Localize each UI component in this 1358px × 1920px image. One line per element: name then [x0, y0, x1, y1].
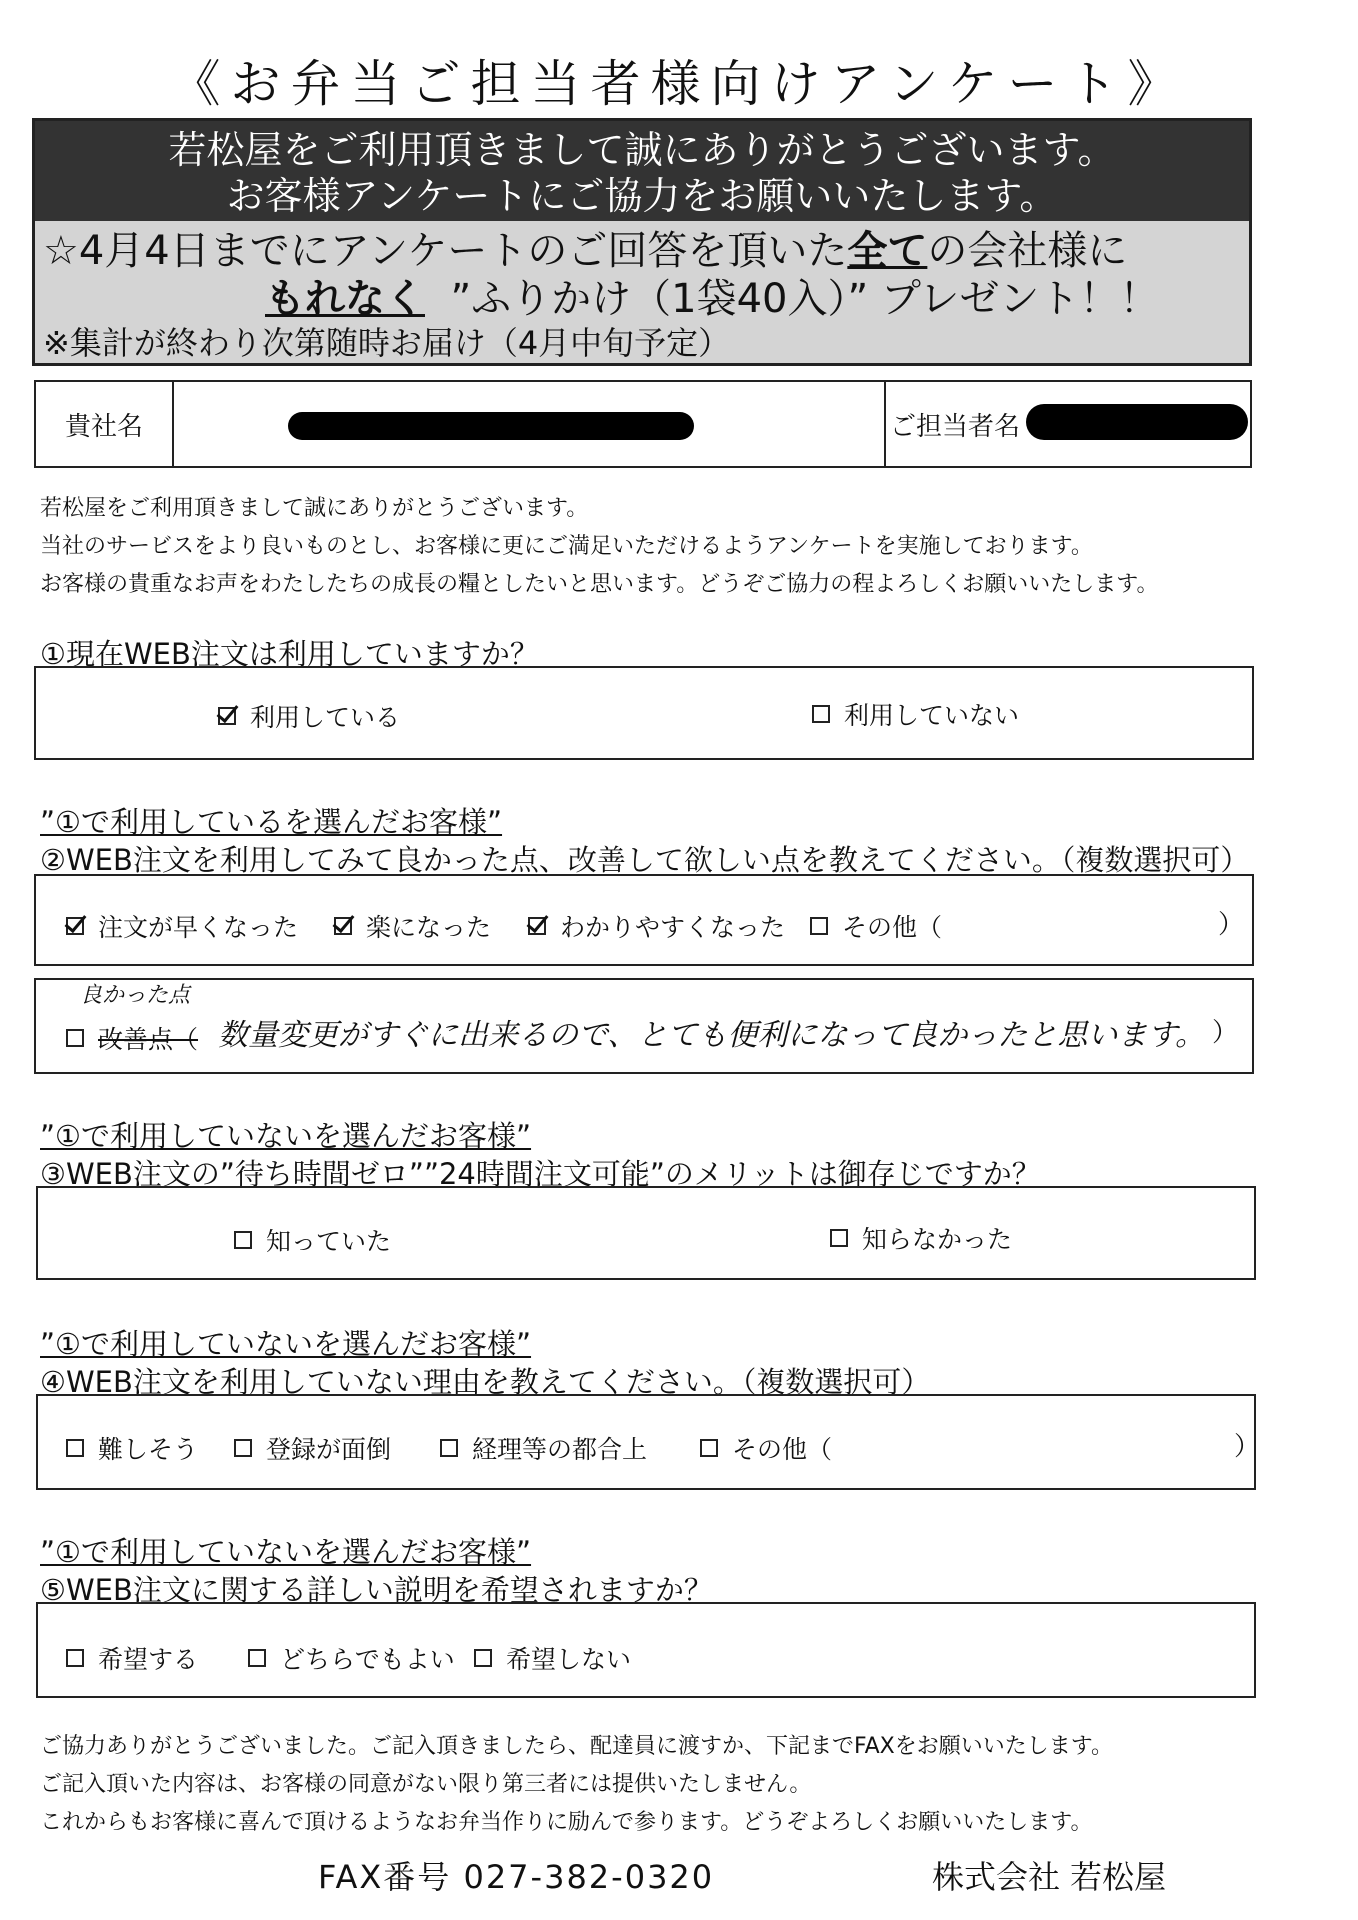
option-label: 楽になった	[366, 913, 492, 942]
intro-line: 当社のサービスをより良いものとし、お客様に更にご満足いただけるようアンケートを実施しております。	[40, 534, 1093, 559]
q4-condition: ”①で利用していないを選んだお客様”	[40, 1327, 532, 1361]
q4-option-accounting[interactable]	[440, 1430, 647, 1466]
checkbox-icon[interactable]	[66, 1439, 84, 1457]
q4-options	[36, 1394, 1261, 1490]
q2-question: ②WEB注文を利用してみて良かった点、改善して欲しい点を教えてください。（複数選択可）	[40, 843, 1250, 877]
q4-question: ④WEB注文を利用していない理由を教えてください。（複数選択可）	[40, 1365, 931, 1399]
q4-option-other[interactable]	[700, 1430, 832, 1466]
promo-text-gift: ”ふりかけ（1袋40入）” プレゼント！！	[450, 276, 1160, 322]
option-label: わかりやすくなった	[560, 913, 786, 942]
checkbox-icon[interactable]	[830, 1229, 848, 1247]
q1-option-using[interactable]	[218, 698, 400, 734]
company-label-cell	[36, 382, 174, 466]
option-label: 知っていた	[266, 1227, 392, 1256]
intro-line: 若松屋をご利用頂きまして誠にありがとうございます。	[40, 496, 589, 521]
checkbox-checked-icon[interactable]	[66, 917, 84, 935]
banner-line-2: お客様アンケートにご協力をお願いいたします。	[226, 174, 1058, 218]
footer-line: ご協力ありがとうございました。ご記入頂きましたら、配達員に渡すか、下記までFAXをお願いいたします。	[40, 1734, 1113, 1759]
option-label: その他（	[842, 913, 943, 942]
option-label: 利用していない	[844, 701, 1020, 730]
promo-line-1	[43, 227, 1241, 275]
banner-greeting	[35, 121, 1249, 221]
person-field[interactable]	[884, 382, 1250, 466]
close-paren: ）	[1234, 1432, 1261, 1462]
q5-condition: ”①で利用していないを選んだお客様”	[40, 1535, 532, 1569]
q3-option-did-not-know[interactable]	[830, 1220, 1012, 1256]
checkbox-icon[interactable]	[234, 1231, 252, 1249]
q5-question: ⑤WEB注文に関する詳しい説明を希望されますか？	[40, 1573, 713, 1607]
checkbox-icon[interactable]	[440, 1439, 458, 1457]
promo-text-a: ☆4月4日までにアンケートのご回答を頂いた	[43, 228, 848, 274]
q4-option-registration[interactable]	[234, 1430, 391, 1466]
company-name: 株式会社 若松屋	[932, 1858, 1167, 1896]
checkbox-checked-icon[interactable]	[334, 917, 352, 935]
checkbox-icon[interactable]	[810, 917, 828, 935]
intro-line: お客様の貴重なお声をわたしたちの成長の糧としたいと思います。どうぞご協力の程よろしくお願いいたします。	[40, 572, 1159, 597]
checkbox-icon[interactable]	[248, 1649, 266, 1667]
footer-line: ご記入頂いた内容は、お客様の同意がない限り第三者には提供いたしません。	[40, 1772, 812, 1797]
promo-text-all: 全て	[847, 228, 928, 274]
q2-option-other[interactable]	[810, 908, 942, 944]
checkbox-icon[interactable]	[812, 705, 830, 723]
checkbox-checked-icon[interactable]	[218, 707, 236, 725]
close-paren: ）	[1212, 1018, 1239, 1048]
company-name-field[interactable]	[172, 382, 886, 466]
intro-text	[40, 490, 1310, 604]
page-title: 《お弁当ご担当者様向けアンケート》	[170, 55, 1188, 113]
q3-options	[36, 1186, 1256, 1280]
promo-text-without-fail: もれなく	[265, 276, 425, 322]
q4-option-difficult[interactable]	[66, 1430, 198, 1466]
q3-option-knew[interactable]	[234, 1222, 391, 1258]
q2-comment-box[interactable]	[34, 978, 1254, 1074]
checkbox-icon[interactable]	[66, 1649, 84, 1667]
option-label: 難しそう	[98, 1435, 199, 1464]
name-table	[34, 380, 1252, 468]
checkbox-icon[interactable]	[474, 1649, 492, 1667]
handwritten-comment: 数量変更がすぐに出来るので、とても便利になって良かったと思います。	[218, 1018, 1205, 1053]
q2-option-clearer[interactable]	[528, 908, 785, 944]
checkbox-checked-icon[interactable]	[528, 917, 546, 935]
option-label: 登録が面倒	[266, 1435, 392, 1464]
option-label: 利用している	[250, 703, 401, 732]
footer-text	[40, 1728, 1330, 1842]
q2-option-faster[interactable]	[66, 908, 298, 944]
checkbox-icon[interactable]	[700, 1439, 718, 1457]
option-label: 注文が早くなった	[98, 913, 299, 942]
q3-question: ③WEB注文の”待ち時間ゼロ””24時間注文可能”のメリットは御存じですか？	[40, 1157, 1041, 1191]
option-label: どちらでもよい	[280, 1645, 455, 1674]
promo-line-2	[43, 275, 1241, 323]
promo-text-c: の会社様に	[927, 228, 1128, 274]
q2-condition: ”①で利用しているを選んだお客様”	[40, 805, 503, 839]
q5-option-yes[interactable]	[66, 1640, 198, 1676]
option-label: 改善点（	[98, 1025, 199, 1054]
promo-note: ※集計が終わり次第随時お届け（4月中旬予定）	[43, 324, 731, 362]
fax-number: FAX番号 027-382-0320	[318, 1858, 715, 1896]
option-label: 経理等の都合上	[472, 1435, 648, 1464]
q2-comment-option[interactable]	[66, 1020, 198, 1056]
handwritten-label: 良かった点	[80, 983, 191, 1008]
checkbox-icon[interactable]	[234, 1439, 252, 1457]
company-label: 貴社名	[64, 411, 143, 442]
option-label: その他（	[732, 1435, 833, 1464]
redaction-mark	[1026, 404, 1248, 440]
q5-option-no[interactable]	[474, 1640, 631, 1676]
q3-condition: ”①で利用していないを選んだお客様”	[40, 1119, 532, 1153]
promo-banner	[32, 118, 1252, 366]
q1-options	[34, 666, 1254, 760]
q2-options	[34, 874, 1254, 966]
checkbox-icon[interactable]	[66, 1029, 84, 1047]
option-label: 希望する	[98, 1645, 199, 1674]
option-label: 希望しない	[506, 1645, 632, 1674]
q5-option-either[interactable]	[248, 1640, 455, 1676]
q2-option-easier[interactable]	[334, 908, 491, 944]
option-label: 知らなかった	[862, 1225, 1013, 1254]
footer-line: これからもお客様に喜んで頂けるようなお弁当作りに励んで参ります。どうぞよろしくお願いいたします。	[40, 1810, 1093, 1835]
banner-promo	[35, 221, 1249, 363]
redaction-mark	[288, 412, 694, 440]
close-paren: ）	[1218, 910, 1245, 940]
q1-question: ①現在WEB注文は利用していますか？	[40, 637, 539, 671]
banner-line-1: 若松屋をご利用頂きまして誠にありがとうございます。	[168, 128, 1116, 172]
person-label: ご担当者名	[890, 411, 1021, 442]
q5-options	[36, 1602, 1256, 1698]
q1-option-not-using[interactable]	[812, 696, 1019, 732]
